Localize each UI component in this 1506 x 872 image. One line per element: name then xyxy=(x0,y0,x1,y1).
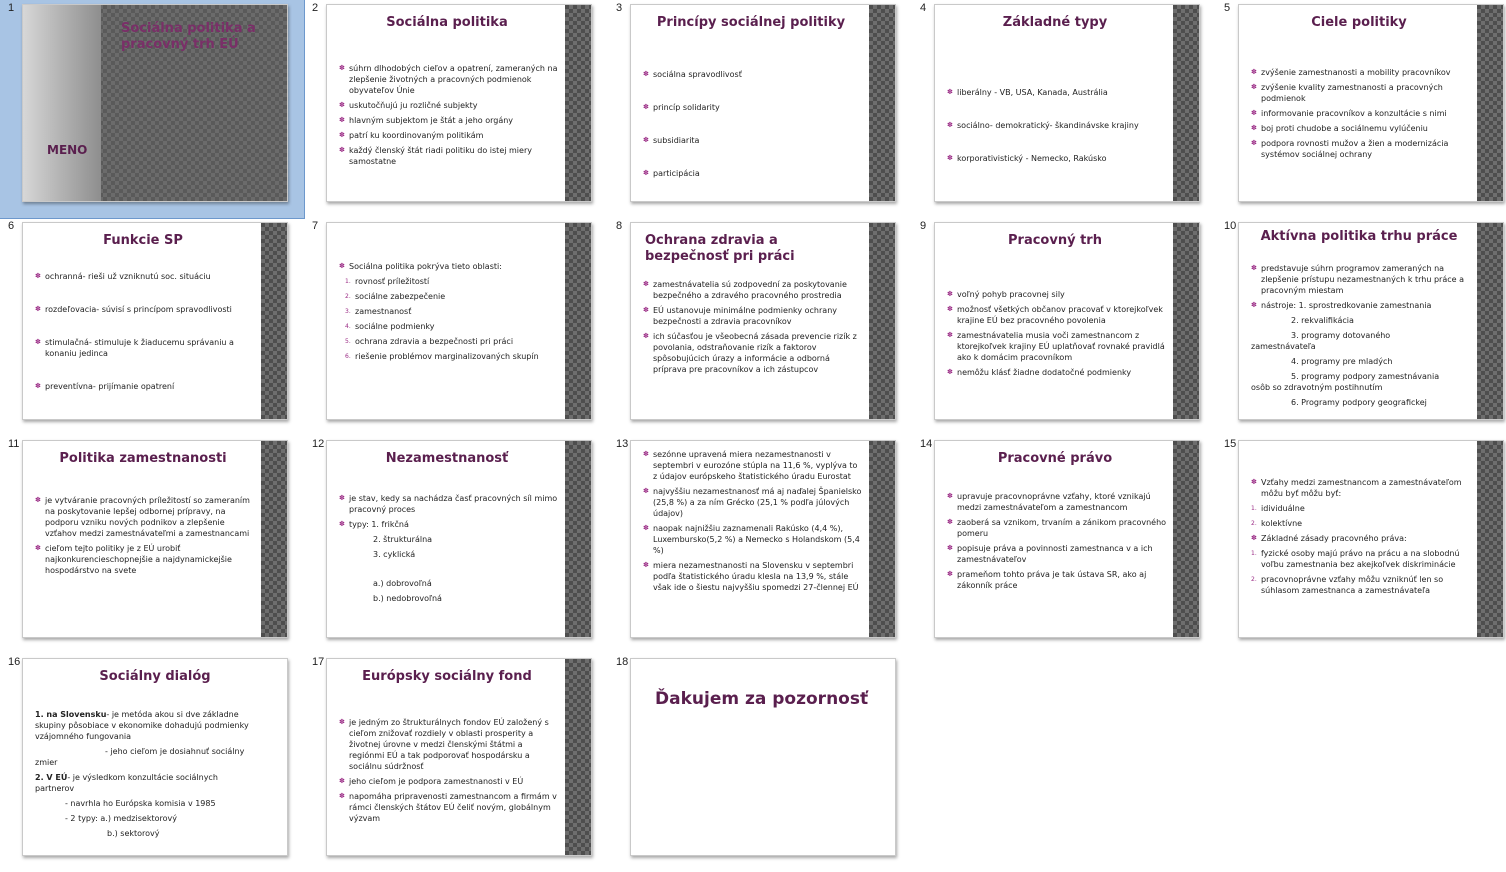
slide-title: Funkcie SP xyxy=(103,233,183,248)
bullet-icon: ✽ xyxy=(1251,478,1257,486)
bullet-icon: ✽ xyxy=(643,169,649,177)
bullet-icon: ✽ xyxy=(1251,124,1257,132)
bullet-text: liberálny - VB, USA, Kanada, Austrália xyxy=(957,88,1108,97)
bullet-text: zamestnávatelia musia voči zamestnancom z ktorejkoľvek krajiny EÚ uplatňovať rovnaké pravidlá ako k domácim pracovníkom xyxy=(957,331,1165,362)
decorative-strip xyxy=(1173,223,1199,419)
bullet-text: ich súčasťou je všeobecná zásada prevencie rizík z povolania, odstraňovanie rizík a faktorov spôsobujúcich úrazy a informácie a odborná príprava pre pracovníkov a ich zástupcov xyxy=(653,332,857,374)
bullet-text: jeho cieľom je podpora zamestnanosti v EÚ xyxy=(349,777,524,786)
list-number: 2. xyxy=(345,293,351,300)
slide-number: 8 xyxy=(616,220,623,232)
bullet-text: miera nezamestnanosti na Slovensku v septembri podľa štatistického úradu klesla na 13,9 %, stále však ide o šiestu najvyššiu spomedzi 27-člennej EÚ xyxy=(653,561,859,592)
list-text: pracovnoprávne vzťahy môžu vzniknúť len so súhlasom zamestnanca a zamestnávateľa xyxy=(1261,575,1444,595)
bullet-icon: ✽ xyxy=(1251,301,1257,309)
bullet-text: sociálno- demokratický- škandinávske krajiny xyxy=(957,121,1139,130)
slide-preview[interactable] xyxy=(326,4,592,202)
slide-title: Sociálny dialóg xyxy=(99,669,211,684)
slide-number: 9 xyxy=(920,220,927,232)
bullet-icon: ✽ xyxy=(947,121,953,129)
list-number: 3. xyxy=(345,308,351,315)
bullet-icon: ✽ xyxy=(1251,139,1257,147)
cover-gradient-panel xyxy=(23,5,101,201)
paragraph-text: - je metóda akou si dve základne skupiny pôsobiace v ekonomike dohadujú podmienky vzájomného fungovania xyxy=(35,710,249,741)
bullet-icon: ✽ xyxy=(339,116,345,124)
bullet-icon: ✽ xyxy=(1251,109,1257,117)
slide-thumbnail-11[interactable] xyxy=(0,436,304,654)
bullet-text: patrí ku koordinovaným politikám xyxy=(349,131,484,140)
bullet-icon: ✽ xyxy=(1251,264,1257,272)
bullet-text: Sociálna politika pokrýva tieto oblasti: xyxy=(349,262,502,271)
slide-preview[interactable] xyxy=(630,440,896,638)
bullet-text: typy: 1. frikčná xyxy=(349,520,409,529)
bullet-text: popisuje práva a povinnosti zamestnanca v a ich zamestnávateľov xyxy=(957,544,1153,564)
bullet-icon: ✽ xyxy=(643,332,649,340)
slide-thumbnail-14[interactable] xyxy=(912,436,1216,654)
list-number: 1. xyxy=(345,278,351,285)
decorative-strip xyxy=(869,5,895,201)
slide-thumbnail-7[interactable] xyxy=(304,218,608,436)
bullet-text: napomáha pripravenosti zamestnancom a firmám v rámci členských štátov EÚ čeliť novým, globálnym výzvam xyxy=(349,792,557,823)
slide-thumbnail-16[interactable] xyxy=(0,654,304,872)
slide-preview[interactable] xyxy=(630,658,896,856)
list-number: 2. xyxy=(1251,520,1257,527)
bullet-text: zaoberá sa vznikom, trvaním a zánikom pracovného pomeru xyxy=(957,518,1167,538)
bullet-text: súhrn dlhodobých cieľov a opatrení, zameraných na zlepšenie životných a pracovných podmienok obyvateľov Únie xyxy=(349,64,558,95)
slide-thumbnail-17[interactable] xyxy=(304,654,608,872)
slide-title: Sociálna politika a pracovný trh EÚ xyxy=(121,21,256,52)
list-line: 3. programy dotovaného xyxy=(1291,331,1391,340)
bullet-icon: ✽ xyxy=(339,262,345,270)
bullet-icon: ✽ xyxy=(1251,534,1257,542)
slide-number: 4 xyxy=(920,2,927,14)
bullet-text: každý členský štát riadi politiku do istej miery samostatne xyxy=(349,146,532,166)
list-line: 4. programy pre mladých xyxy=(1291,357,1393,366)
list-number: 1. xyxy=(1251,550,1257,557)
paragraph-text: - je výsledkom konzultácie sociálnych partnerov xyxy=(35,773,218,793)
bullet-text: naopak najnižšiu zaznamenali Rakúsko (4,4 %), Luxembursko(5,2 %) a Nemecko s Holandskom (5,4 %) xyxy=(653,524,860,555)
slide-title: Nezamestnanosť xyxy=(385,451,509,466)
bullet-text: najvyššiu nezamestnanosť má aj naďalej Španielsko (25,8 %) a za ním Grécko (25,1 % podľa júlových údajov) xyxy=(653,487,862,518)
slide-thumbnail-5[interactable] xyxy=(1216,0,1506,218)
slide-preview[interactable] xyxy=(630,4,896,202)
bullet-icon: ✽ xyxy=(339,520,345,528)
section-heading: 1. na Slovensku xyxy=(35,710,107,719)
list-number: 2. xyxy=(1251,576,1257,583)
slide-thumbnail-4[interactable] xyxy=(912,0,1216,218)
list-number: 4. xyxy=(345,323,351,330)
bullet-text: predstavuje súhrn programov zameraných na zlepšenie prístupu nezamestnaných k trhu práce a pracovným miestam xyxy=(1261,264,1465,295)
slide-number: 12 xyxy=(312,438,325,450)
section-heading: 2. V EÚ xyxy=(35,773,68,782)
decorative-strip xyxy=(869,441,895,637)
slide-number: 11 xyxy=(8,438,20,450)
bullet-text: EÚ ustanovuje minimálne podmienky ochrany bezpečnosti a zdravia pracovníkov xyxy=(653,306,837,326)
bullet-text: voľný pohyb pracovnej sily xyxy=(957,290,1065,299)
bullet-icon: ✽ xyxy=(643,306,649,314)
list-text: zamestnanosť xyxy=(355,307,412,316)
list-line: 2. rekvalifikácia xyxy=(1291,316,1354,325)
bullet-text: je stav, kedy sa nachádza časť pracovných síl mimo pracovný proces xyxy=(349,494,558,514)
slide-title: Európsky sociálny fond xyxy=(362,669,532,684)
decorative-strip xyxy=(1173,5,1199,201)
slide-title: Aktívna politika trhu práce xyxy=(1260,229,1458,244)
slide-number: 5 xyxy=(1224,2,1231,14)
slide-number: 14 xyxy=(920,438,933,450)
list-text: fyzické osoby majú právo na prácu a na slobodnú voľbu zamestnania bez akejkoľvek diskriminácie xyxy=(1261,549,1460,569)
slide-number: 17 xyxy=(312,656,325,668)
slide-preview[interactable] xyxy=(934,440,1200,638)
bullet-icon: ✽ xyxy=(339,494,345,502)
bullet-text: sociálna spravodlivosť xyxy=(653,70,742,79)
bullet-icon: ✽ xyxy=(947,331,953,339)
list-number: 6. xyxy=(345,353,351,360)
slide-preview[interactable] xyxy=(326,658,592,856)
decorative-strip xyxy=(565,441,591,637)
bullet-icon: ✽ xyxy=(947,154,953,162)
slide-thumbnail-18[interactable] xyxy=(608,654,912,872)
bullet-icon: ✽ xyxy=(35,305,41,313)
bullet-icon: ✽ xyxy=(643,103,649,111)
slide-thumbnail-1[interactable] xyxy=(0,0,304,218)
slide-number: 6 xyxy=(8,220,15,232)
bullet-icon: ✽ xyxy=(643,450,649,458)
slide-title: Ochrana zdravia a bezpečnosť pri práci xyxy=(645,233,795,264)
paragraph-text: - jeho cieľom je dosiahnuť sociálny zmier xyxy=(35,747,245,767)
bullet-text: je jedným zo štrukturálnych fondov EÚ založený s cieľom znižovať rozdiely v oblasti prosperity a životnej úrovne v medzi členskými štátmi a regiónmi EÚ a tak podporovať hospodársku a sociálnu súdržnosť xyxy=(349,718,549,771)
slide-preview[interactable] xyxy=(22,658,288,856)
decorative-strip xyxy=(869,223,895,419)
list-number: 1. xyxy=(1251,505,1257,512)
list-text: rovnosť príležitostí xyxy=(355,277,430,286)
bullet-icon: ✽ xyxy=(35,272,41,280)
bullet-icon: ✽ xyxy=(339,101,345,109)
list-line: - navrhla ho Európska komisia v 1985 xyxy=(65,799,216,808)
slide-preview[interactable] xyxy=(1238,440,1504,638)
bullet-text: Vzťahy medzi zamestnancom a zamestnávateľom môžu byť môžu byť: xyxy=(1261,478,1462,498)
slide-thumbnail-2[interactable] xyxy=(304,0,608,218)
slide-title: Princípy sociálnej politiky xyxy=(656,15,846,30)
bullet-icon: ✽ xyxy=(1251,68,1257,76)
slide-thumbnail-3[interactable] xyxy=(608,0,912,218)
slide-preview[interactable] xyxy=(934,4,1200,202)
list-line: 6. Programy podpory geografickej xyxy=(1291,398,1427,407)
bullet-icon: ✽ xyxy=(35,338,41,346)
bullet-icon: ✽ xyxy=(339,777,345,785)
bullet-text: hlavným subjektom je štát a jeho orgány xyxy=(349,116,514,125)
slide-thumbnail-15[interactable] xyxy=(1216,436,1506,654)
bullet-icon: ✽ xyxy=(947,305,953,313)
slide-preview[interactable] xyxy=(630,222,896,420)
slide-preview[interactable] xyxy=(22,222,288,420)
slide-title: Pracovné právo xyxy=(997,451,1113,466)
bullet-text: princíp solidarity xyxy=(653,103,720,112)
slide-subtitle: MENO xyxy=(47,143,88,157)
decorative-strip xyxy=(565,659,591,855)
slide-number: 15 xyxy=(1224,438,1237,450)
bullet-text: upravuje pracovnoprávne vzťahy, ktoré vznikajú medzi zamestnávateľom a zamestnancom xyxy=(957,492,1151,512)
bullet-text: zamestnávatelia sú zodpovední za poskytovanie bezpečného a zdravého pracovného prostredia xyxy=(653,280,847,300)
slide-preview[interactable] xyxy=(22,4,288,202)
slide-title: Ciele politiky xyxy=(1311,15,1407,30)
bullet-icon: ✽ xyxy=(643,561,649,569)
list-line: 5. programy podpory zamestnávania xyxy=(1291,372,1440,381)
list-line: 2. štrukturálna xyxy=(373,535,433,544)
bullet-text: nemôžu klásť žiadne dodatočné podmienky xyxy=(957,368,1132,377)
slide-number: 18 xyxy=(616,656,629,668)
bullet-icon: ✽ xyxy=(947,570,953,578)
slide-number: 1 xyxy=(8,2,15,14)
slide-title: Pracovný trh xyxy=(1008,233,1102,248)
decorative-strip xyxy=(565,223,591,419)
bullet-text: zvýšenie kvality zamestnanosti a pracovných podmienok xyxy=(1261,83,1443,103)
bullet-text: korporativistický - Nemecko, Rakúsko xyxy=(957,154,1107,163)
bullet-icon: ✽ xyxy=(947,368,953,376)
decorative-strip xyxy=(565,5,591,201)
bullet-text: cieľom tejto politiky je z EÚ urobiť najkonkurencieschopnejšie a najdynamickejšie hospodárstvo na svete xyxy=(45,544,232,575)
bullet-icon: ✽ xyxy=(643,280,649,288)
bullet-text: preventívna- prijímanie opatrení xyxy=(45,382,175,391)
bullet-icon: ✽ xyxy=(947,518,953,526)
bullet-text: ochranná- rieši už vzniknutú soc. situáciu xyxy=(45,272,211,281)
slide-title: Politika zamestnanosti xyxy=(59,451,227,466)
bullet-text: rozdeľovacia- súvisí s princípom spravodlivosti xyxy=(45,305,232,314)
list-line: a.) dobrovoľná xyxy=(373,579,432,588)
bullet-text: uskutočňujú ju rozličné subjekty xyxy=(349,101,478,110)
bullet-icon: ✽ xyxy=(643,136,649,144)
bullet-text: boj proti chudobe a sociálnemu vylúčeniu xyxy=(1261,124,1428,133)
slide-thumbnail-6[interactable] xyxy=(0,218,304,436)
decorative-strip xyxy=(1477,223,1503,419)
slide-preview[interactable] xyxy=(1238,222,1504,420)
slide-number: 16 xyxy=(8,656,21,668)
bullet-icon: ✽ xyxy=(35,496,41,504)
slide-thumbnail-12[interactable] xyxy=(304,436,608,654)
slide-number: 13 xyxy=(616,438,629,450)
decorative-strip xyxy=(1173,441,1199,637)
bullet-text: stimulačná- stimuluje k žiaducemu správaniu a konaniu jedinca xyxy=(45,338,234,358)
slide-thumbnail-8[interactable] xyxy=(608,218,912,436)
slide-number: 7 xyxy=(312,220,319,232)
list-line: - 2 typy: a.) medzisektorový xyxy=(65,814,177,823)
bullet-icon: ✽ xyxy=(947,290,953,298)
bullet-icon: ✽ xyxy=(35,544,41,552)
slide-preview[interactable] xyxy=(326,440,592,638)
bullet-icon: ✽ xyxy=(947,492,953,500)
slide-title: Základné typy xyxy=(1002,15,1108,30)
bullet-text: je vytváranie pracovných príležitostí so zameraním na poskytovanie lepšej odbornej prípravy, na podporu vzniku nových podnikov a zlepšenie vzťahov medzi zamestnávateľmi a zamestnancami xyxy=(45,496,250,538)
bullet-icon: ✽ xyxy=(35,382,41,390)
slide-preview[interactable] xyxy=(22,440,288,638)
slide-preview[interactable] xyxy=(326,222,592,420)
bullet-text: zvýšenie zamestnanosti a mobility pracovníkov xyxy=(1261,68,1451,77)
bullet-text: participácia xyxy=(653,169,700,178)
bullet-icon: ✽ xyxy=(643,70,649,78)
list-text: idividuálne xyxy=(1261,504,1305,513)
bullet-text: možnosť všetkých občanov pracovať v ktorejkoľvek krajine EÚ bez pracovného povolenia xyxy=(957,305,1163,325)
slide-title: Sociálna politika xyxy=(386,15,508,30)
bullet-icon: ✽ xyxy=(339,131,345,139)
bullet-icon: ✽ xyxy=(339,718,345,726)
list-text: riešenie problémov marginalizovaných skupín xyxy=(355,352,539,361)
bullet-icon: ✽ xyxy=(1251,83,1257,91)
list-line: b.) nedobrovoľná xyxy=(373,594,442,603)
bullet-text: sezónne upravená miera nezamestnanosti v septembri v eurozóne stúpla na 11,6 %, vyplýva to z údajov európskeho štatistického úradu Eurostat xyxy=(653,450,858,481)
list-line: zamestnávateľa xyxy=(1251,342,1316,351)
slide-title: Ďakujem za pozornosť xyxy=(655,689,869,709)
slide-preview[interactable] xyxy=(1238,4,1504,202)
list-text: sociálne zabezpečenie xyxy=(355,292,446,301)
list-line: b.) sektorový xyxy=(107,829,160,838)
decorative-strip xyxy=(261,441,287,637)
bullet-text: Základné zásady pracovného práva: xyxy=(1261,534,1407,543)
list-text: sociálne podmienky xyxy=(355,322,435,331)
bullet-icon: ✽ xyxy=(947,544,953,552)
bullet-icon: ✽ xyxy=(339,64,345,72)
slide-number: 2 xyxy=(312,2,319,14)
list-number: 5. xyxy=(345,338,351,345)
bullet-text: subsidiarita xyxy=(653,136,700,145)
slide-thumbnail-10[interactable] xyxy=(1216,218,1506,436)
slide-preview[interactable] xyxy=(934,222,1200,420)
bullet-icon: ✽ xyxy=(947,88,953,96)
list-text: kolektívne xyxy=(1261,519,1303,528)
slide-thumbnail-13[interactable] xyxy=(608,436,912,654)
bullet-icon: ✽ xyxy=(339,792,345,800)
slide-number: 3 xyxy=(616,2,623,14)
list-text: ochrana zdravia a bezpečnosti pri práci xyxy=(355,337,514,346)
list-line: osôb so zdravotným postihnutím xyxy=(1251,383,1383,392)
bullet-text: informovanie pracovníkov a konzultácie s nimi xyxy=(1261,109,1447,118)
decorative-strip xyxy=(261,223,287,419)
slide-number: 10 xyxy=(1224,220,1237,232)
decorative-strip xyxy=(1477,5,1503,201)
bullet-icon: ✽ xyxy=(339,146,345,154)
bullet-text: podpora rovnosti mužov a žien a modernizácia systémov sociálnej ochrany xyxy=(1261,139,1449,159)
list-line: 3. cyklická xyxy=(373,550,416,559)
slide-thumbnail-9[interactable] xyxy=(912,218,1216,436)
bullet-text: prameňom tohto práva je tak ústava SR, ako aj zákonník práce xyxy=(957,570,1147,590)
bullet-text: nástroje: 1. sprostredkovanie zamestnania xyxy=(1261,301,1432,310)
bullet-icon: ✽ xyxy=(643,524,649,532)
decorative-strip xyxy=(1477,441,1503,637)
bullet-icon: ✽ xyxy=(643,487,649,495)
